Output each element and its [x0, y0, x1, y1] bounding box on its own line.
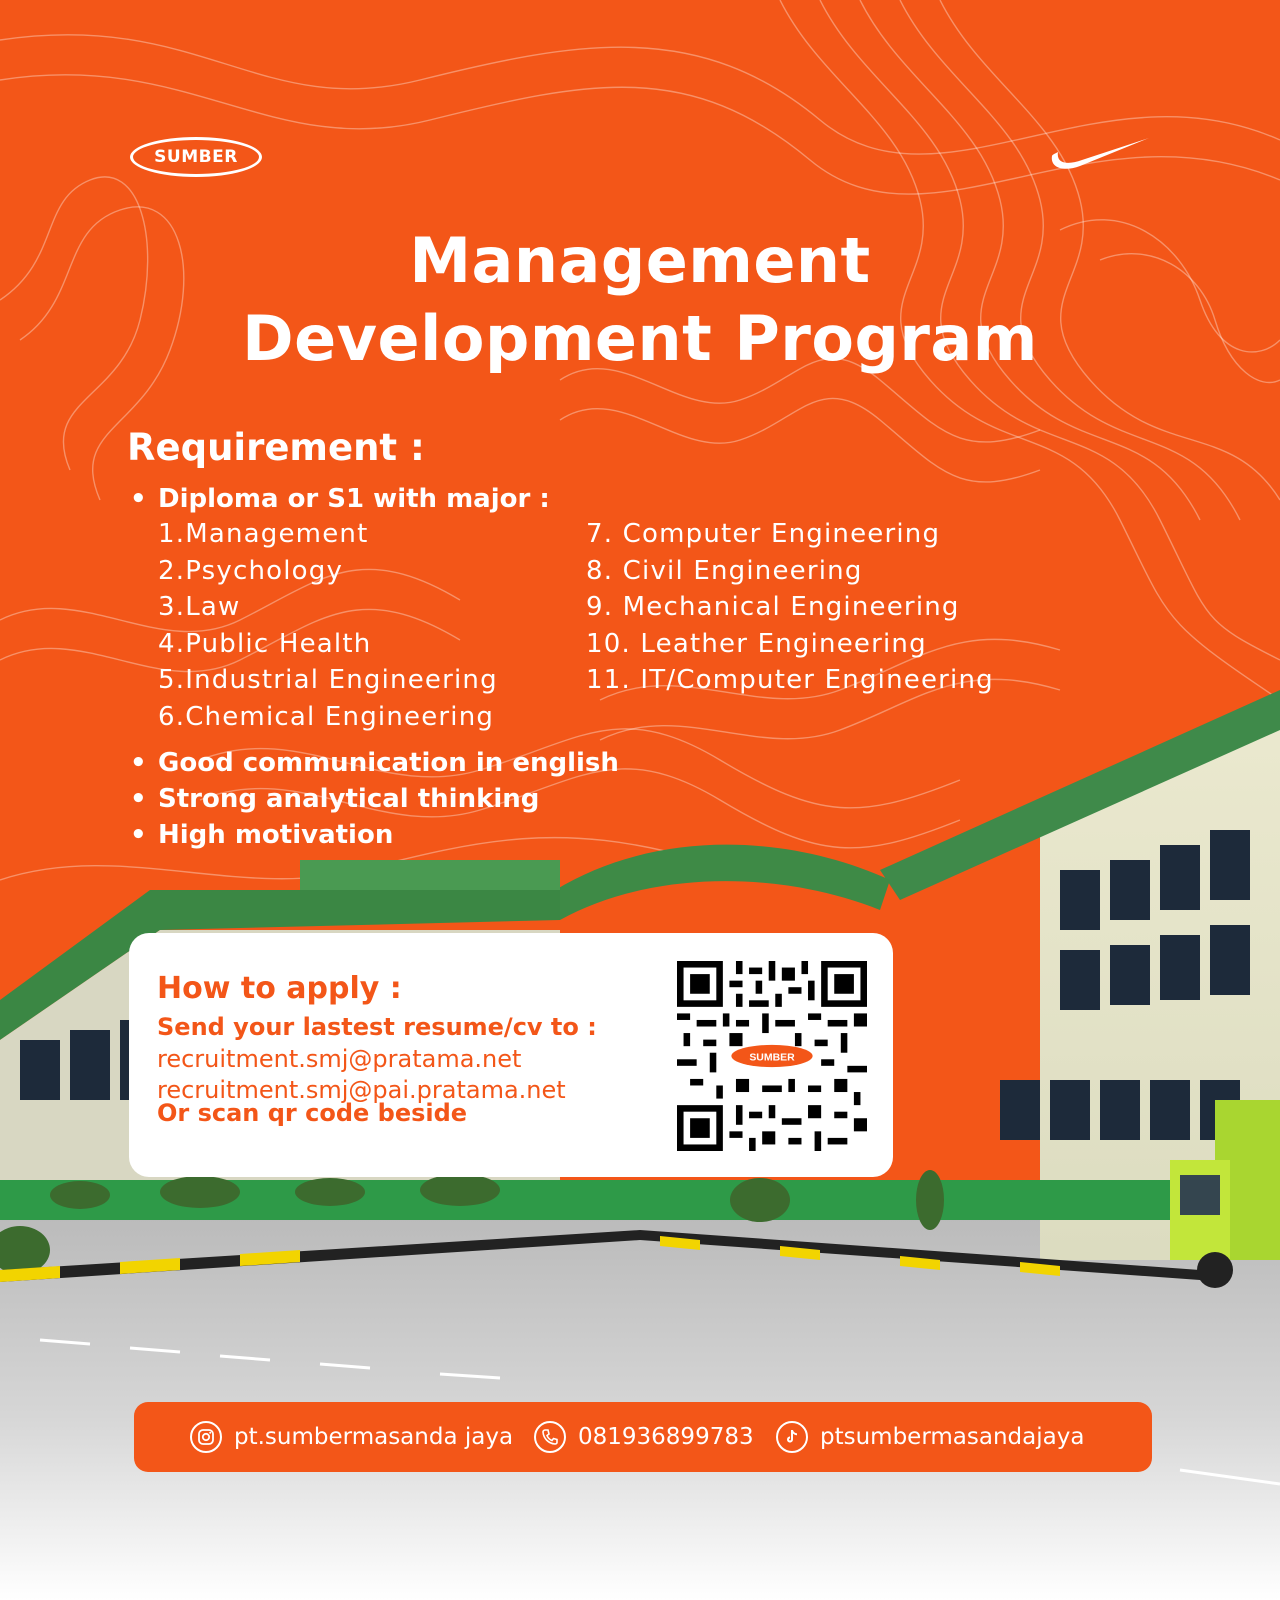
major-item: 10. Leather Engineering	[586, 628, 927, 659]
major-item: 5.Industrial Engineering	[158, 665, 498, 695]
instagram-icon	[190, 1421, 222, 1453]
phone-contact[interactable]	[534, 1402, 754, 1472]
major-item: 6.Chemical Engineering	[158, 701, 495, 732]
apply-qr-line: Or scan qr code beside	[157, 1099, 468, 1127]
major-item: 1.Management	[158, 519, 369, 549]
requirement-bullet	[130, 784, 539, 814]
major-item: 3.Law	[158, 592, 241, 622]
tiktok-handle: ptsumbermasandajaya	[820, 1424, 1085, 1450]
logo-text: SUMBER	[154, 147, 238, 167]
major-intro: Diploma or S1 with major :	[158, 484, 550, 514]
major-item: 11. IT/Computer Engineering	[586, 665, 994, 695]
requirement-bullet	[130, 820, 393, 850]
swoosh-logo-icon	[1050, 134, 1150, 174]
majors-right-list	[586, 516, 994, 699]
major-item: 2.Psychology	[158, 555, 344, 586]
title-line-2: Development Program	[242, 302, 1038, 375]
majors-left-list	[158, 516, 498, 735]
phone-number: 081936899783	[578, 1424, 754, 1450]
bullet-text: Good communication in english	[158, 748, 619, 778]
sumber-logo	[130, 137, 262, 177]
apply-send-line: Send your lastest resume/cv to :	[157, 1013, 597, 1041]
page-title	[0, 222, 1280, 378]
tiktok-icon	[776, 1421, 808, 1453]
title-line-1: Management	[409, 224, 871, 297]
major-item: 9. Mechanical Engineering	[586, 592, 960, 622]
requirement-heading: Requirement :	[127, 426, 425, 469]
major-item: 4.Public Health	[158, 628, 372, 659]
apply-card	[129, 933, 893, 1177]
contact-bar	[134, 1402, 1152, 1472]
instagram-handle: pt.sumbermasanda jaya	[234, 1424, 514, 1450]
qr-logo-text: SUMBER	[749, 1052, 795, 1064]
qr-code[interactable]	[677, 961, 867, 1151]
apply-heading: How to apply :	[157, 971, 402, 1006]
bullet-text: Strong analytical thinking	[158, 784, 540, 814]
email-link[interactable]: recruitment.smj@pratama.net	[157, 1045, 522, 1073]
major-item: 8. Civil Engineering	[586, 555, 863, 586]
requirement-bullet	[130, 748, 619, 778]
bullet-text: High motivation	[158, 820, 394, 850]
email-link[interactable]: recruitment.smj@pai.pratama.net	[157, 1076, 566, 1104]
major-item: 7. Computer Engineering	[586, 519, 941, 549]
instagram-contact[interactable]	[190, 1402, 513, 1472]
phone-icon	[534, 1421, 566, 1453]
tiktok-contact[interactable]	[776, 1402, 1084, 1472]
requirement-bullet-major	[130, 484, 550, 514]
